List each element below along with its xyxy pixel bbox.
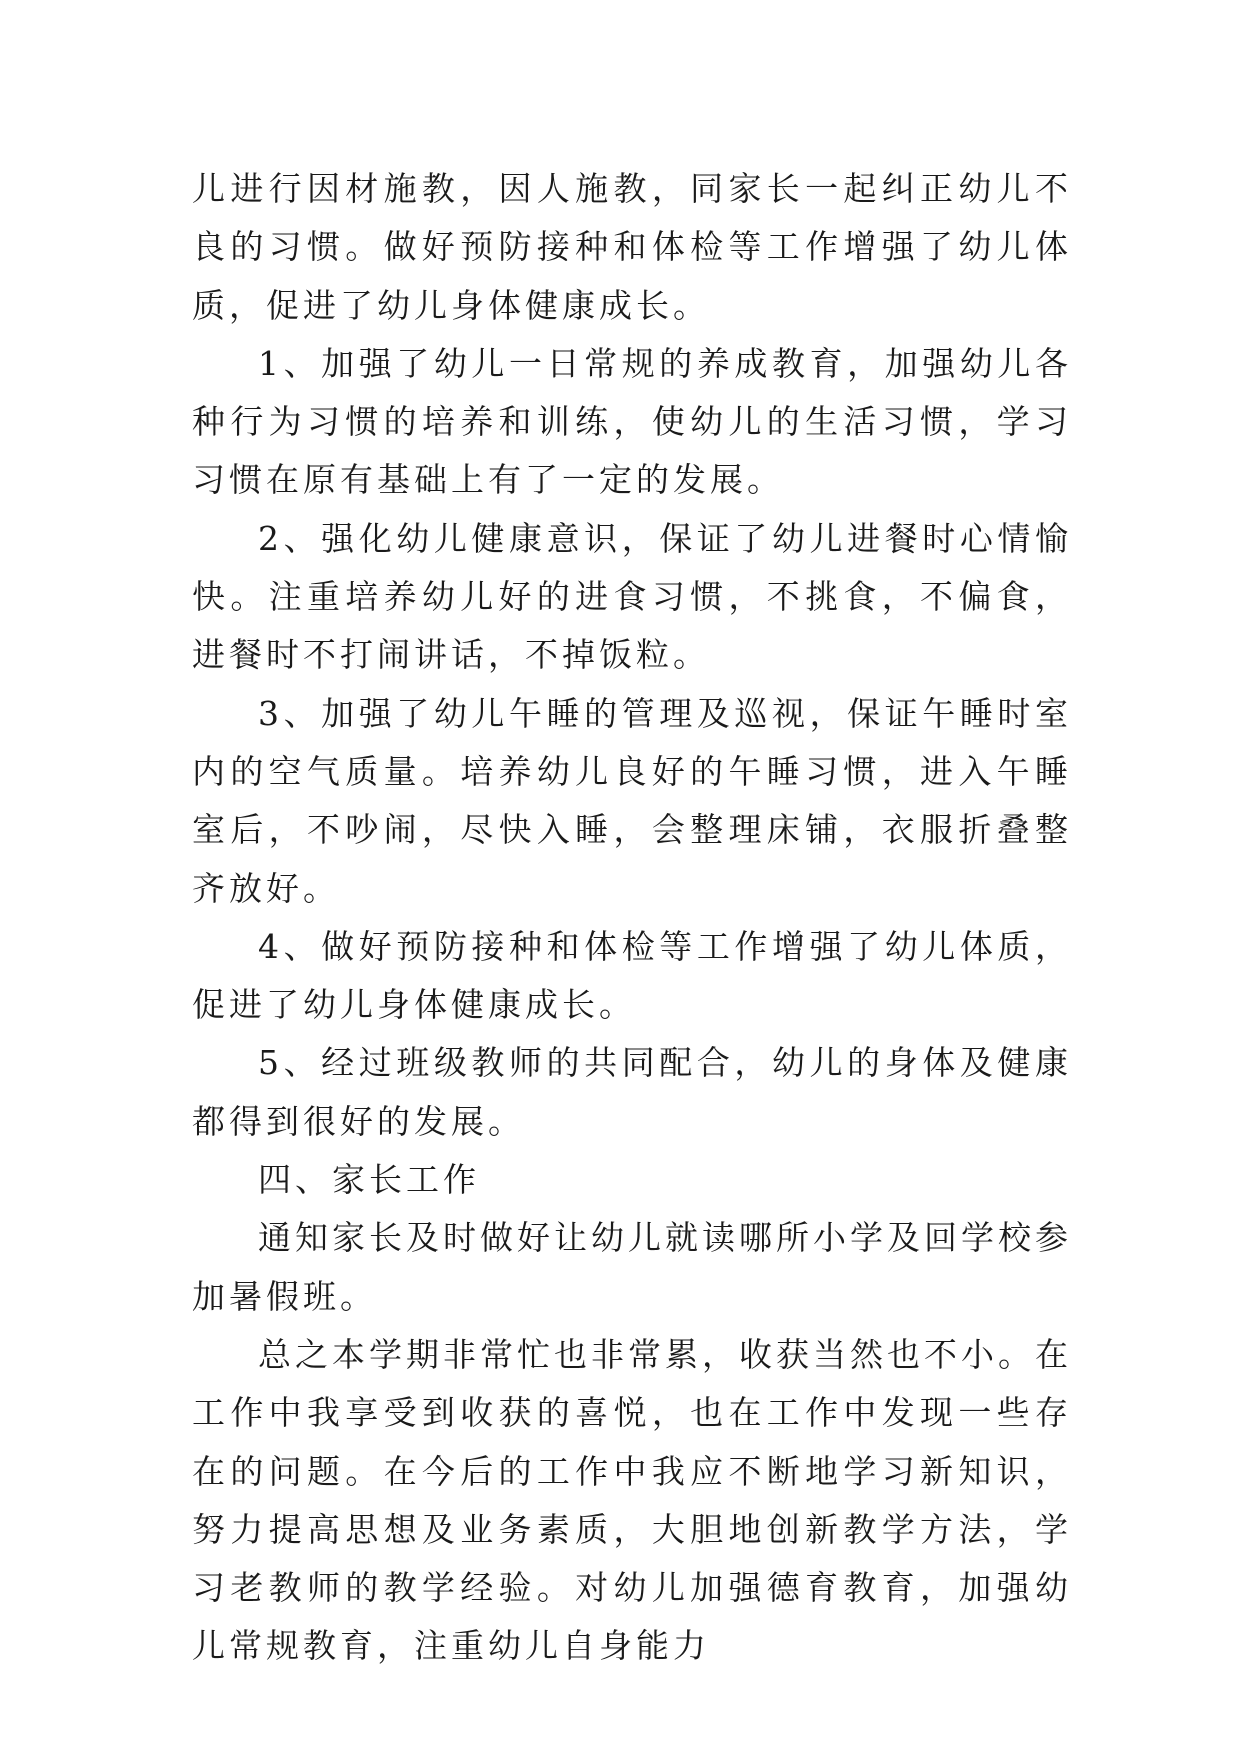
section-heading-parent-work: 四、家长工作 xyxy=(258,1160,480,1200)
paragraph-item-1: 1、加强了幼儿一日常规的养成教育，加强幼儿各种行为习惯的培养和训练，使幼儿的生活习惯，学习习惯在原有基础上有了一定的发展。 xyxy=(192,343,1072,500)
paragraph-parent-notice: 通知家长及时做好让幼儿就读哪所小学及回学校参加暑假班。 xyxy=(192,1218,1072,1316)
paragraph-summary: 总之本学期非常忙也非常累，收获当然也不小。在工作中我享受到收获的喜悦，也在工作中发现一些存在的问题。在今后的工作中我应不断地学习新知识，努力提高思想及业务素质，大胆地创新教学方法，学习老教师的教学经验。对幼儿加强德育教育，加强幼儿常规教育，注重幼儿自身能力 xyxy=(192,1334,1072,1666)
paragraph-item-5: 5、经过班级教师的共同配合，幼儿的身体及健康都得到很好的发展。 xyxy=(192,1043,1072,1141)
paragraph-item-2: 2、强化幼儿健康意识，保证了幼儿进餐时心情愉快。注重培养幼儿好的进食习惯，不挑食，不偏食，进餐时不打闹讲话，不掉饭粒。 xyxy=(192,518,1072,675)
paragraph-intro-continuation: 儿进行因材施教，因人施教，同家长一起纠正幼儿不良的习惯。做好预防接种和体检等工作增强了幼儿体质，促进了幼儿身体健康成长。 xyxy=(192,169,1072,325)
paragraph-item-4: 4、做好预防接种和体检等工作增强了幼儿体质，促进了幼儿身体健康成长。 xyxy=(192,926,1072,1025)
paragraph-item-3: 3、加强了幼儿午睡的管理及巡视，保证午睡时室内的空气质量。培养幼儿良好的午睡习惯，进入午睡室后，不吵闹，尽快入睡，会整理床铺，衣服折叠整齐放好。 xyxy=(192,693,1072,908)
document-body xyxy=(192,160,1072,1676)
